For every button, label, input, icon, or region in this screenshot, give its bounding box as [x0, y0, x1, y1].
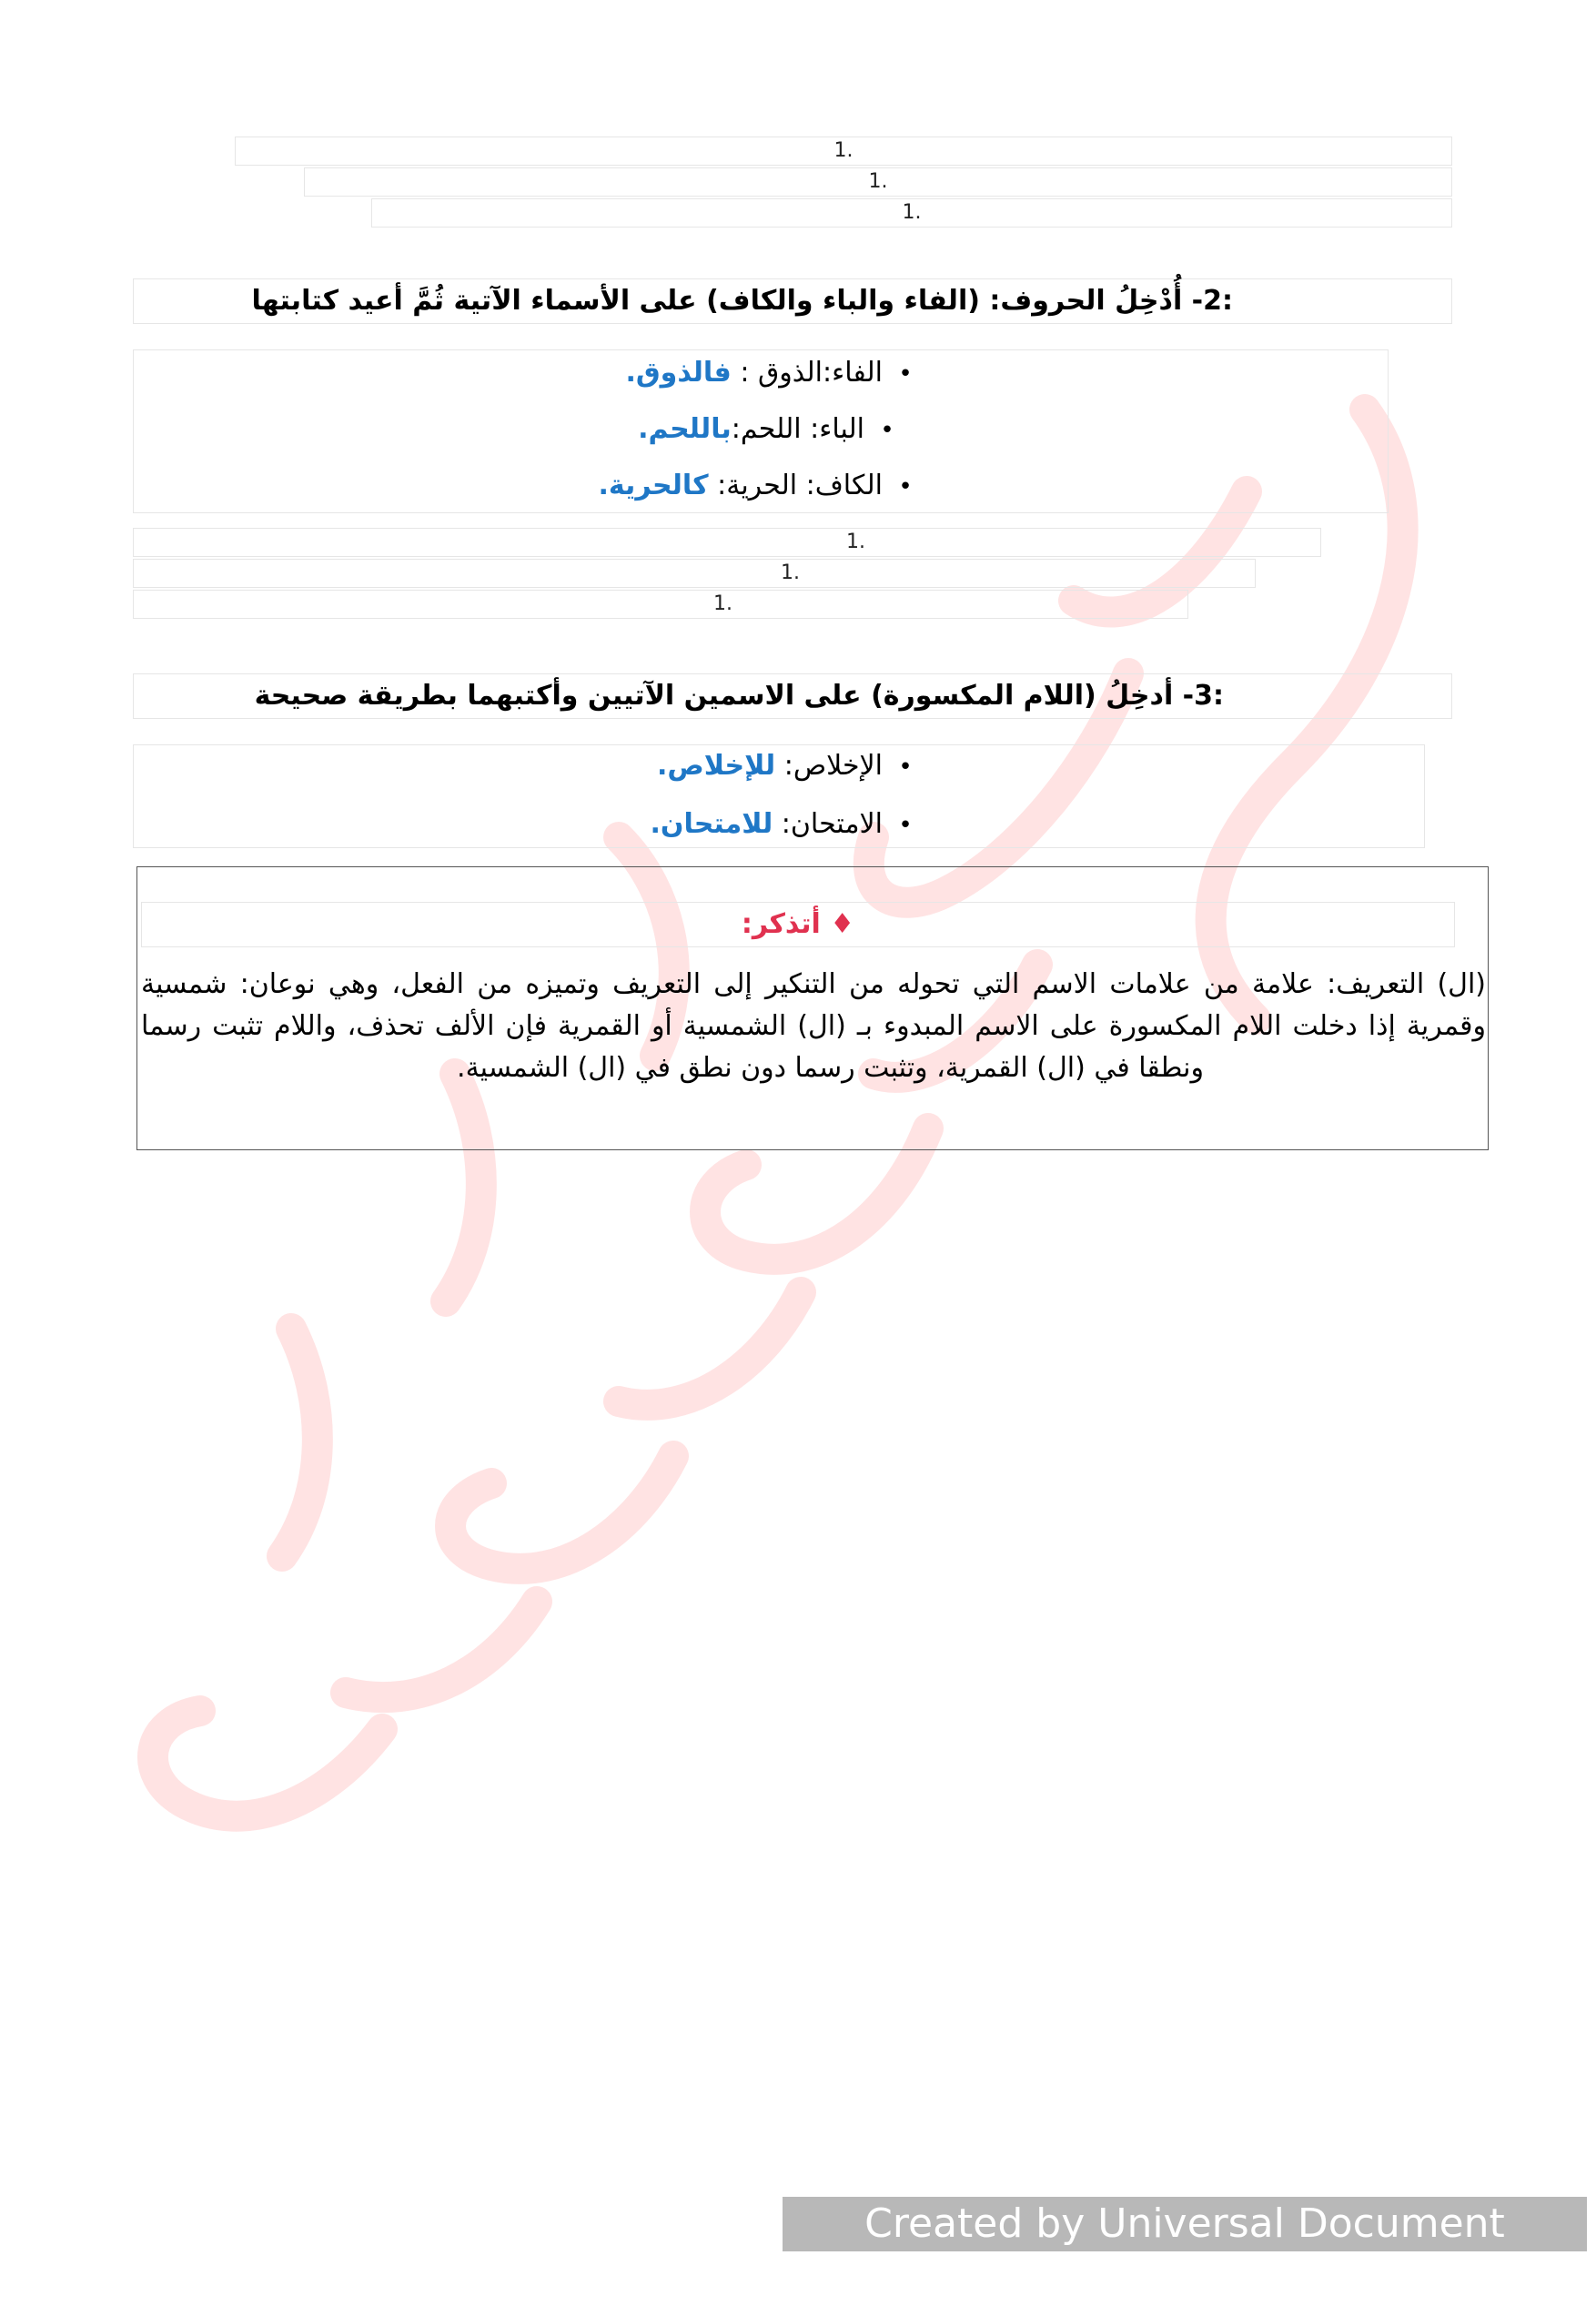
- converter-footer-banner: Created by Universal Document Converter: [783, 2197, 1587, 2251]
- bullet-icon: •: [898, 360, 913, 388]
- item-prompt: الفاء:الذوق :: [731, 357, 883, 389]
- remember-title: ♦ أتذكر:: [141, 902, 1455, 947]
- section2-list-box: [133, 349, 1389, 513]
- remember-box: [136, 866, 1489, 1150]
- item-answer: للامتحان.: [650, 808, 773, 840]
- item-prompt: الامتحان:: [773, 808, 883, 840]
- item-prompt: الكاف: الحرية:: [708, 470, 883, 501]
- numbering-row: .1: [133, 559, 1256, 588]
- item-prompt: الباء: اللحم:: [731, 413, 864, 445]
- section3-list-box: [133, 744, 1425, 848]
- numbering-row: 1.: [235, 137, 1452, 166]
- section2-heading: :2- أُدْخِلُ الحروف: (الفاء والباء والكاف) على الأسماء الآتية ثُمَّ أعيد كتابتها: [133, 278, 1452, 324]
- item-answer: كالحرية.: [598, 470, 709, 501]
- item-answer: فالذوق.: [625, 357, 732, 389]
- numbering-row: .1: [133, 590, 1188, 619]
- remember-line: ونطقا في (ال) القمرية، وتثبت رسما دون نطق في (ال) الشمسية.: [457, 1052, 1204, 1084]
- section3-heading: :3- أدخِلُ (اللام المكسورة) على الاسمين الآتيين وأكتبهما بطريقة صحيحة: [133, 673, 1452, 719]
- numbering-row: 1.: [304, 167, 1452, 197]
- bullet-icon: •: [880, 417, 894, 444]
- bullet-icon: •: [898, 753, 913, 781]
- item-answer: باللحم.: [638, 413, 732, 445]
- item-answer: للإخلاص.: [656, 750, 776, 782]
- item-prompt: الإخلاص:: [775, 750, 883, 782]
- numbering-row: 1.: [371, 198, 1452, 228]
- remember-text: [141, 964, 1486, 1089]
- bullet-icon: •: [898, 473, 913, 501]
- numbering-row: .1: [133, 528, 1321, 557]
- bullet-icon: •: [898, 812, 913, 839]
- remember-line: (ال) التعريف: علامة من علامات الاسم التي تحوله من التنكير إلى التعريف وتميزه من الفعل، وهي نوعان: شمسية: [141, 968, 1486, 1000]
- remember-line: وقمرية إذا دخلت اللام المكسورة على الاسم المبدوء بـ (ال) الشمسية أو القمرية فإن الألف تحذف، واللام تثبت رسما: [141, 1010, 1486, 1042]
